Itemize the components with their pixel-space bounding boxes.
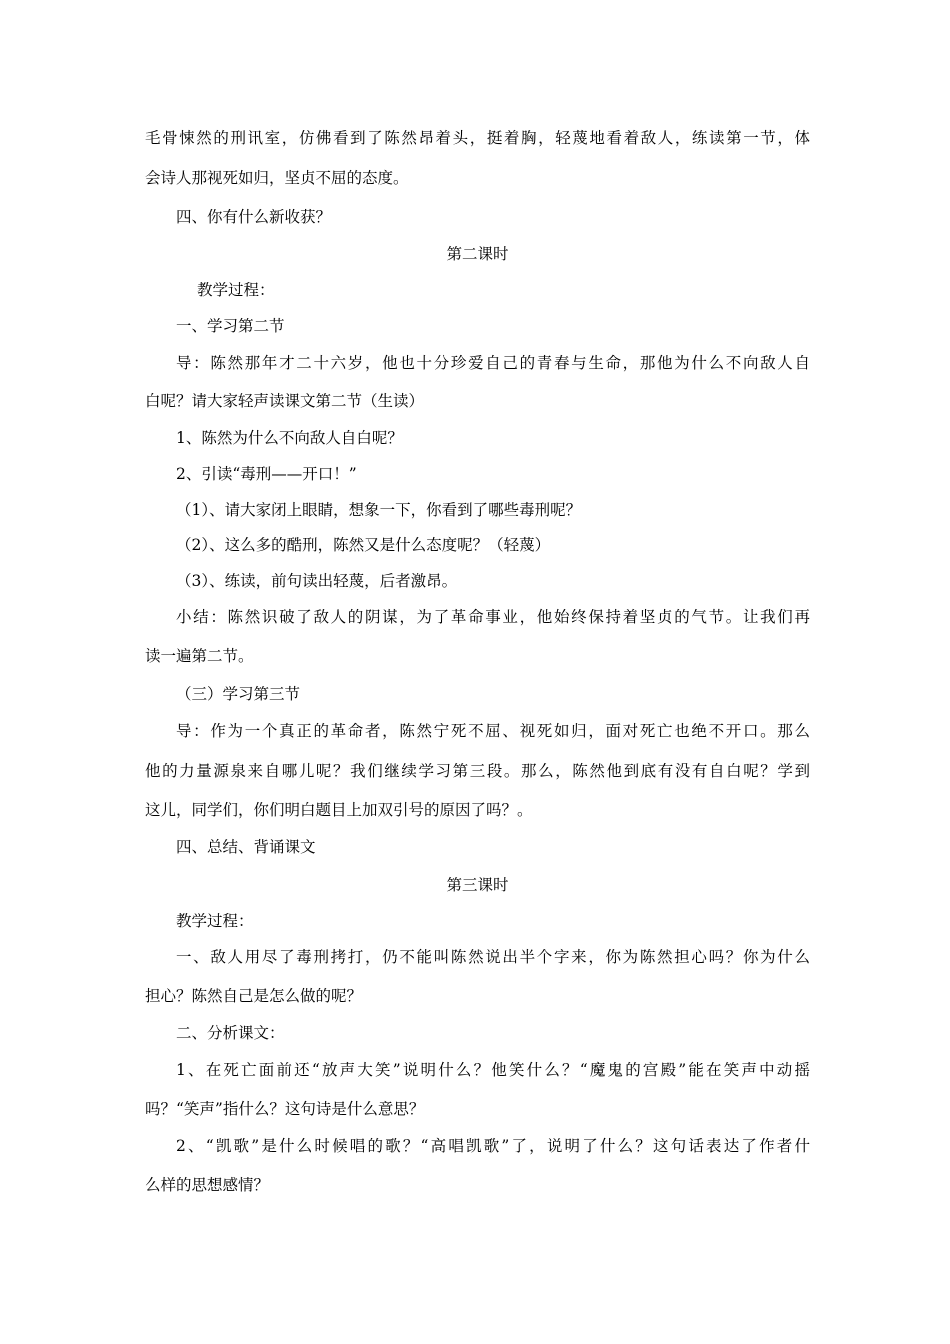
- paragraph-line: 一、敌人用尽了毒刑拷打，仍不能叫陈然说出半个字来，你为陈然担心吗？你为什么: [176, 948, 810, 966]
- paragraph-line: 毛骨悚然的刑讯室，仿佛看到了陈然昂着头，挺着胸，轻蔑地看着敌人，练读第一节，体: [145, 129, 810, 147]
- section-item: （三）学习第三节: [176, 685, 301, 703]
- section-item: 一、学习第二节: [176, 317, 285, 335]
- paragraph-line: 这儿，同学们，你们明白题目上加双引号的原因了吗？。: [145, 801, 533, 819]
- paragraph-line: 小结：陈然识破了敌人的阴谋，为了革命事业，他始终保持着坚贞的气节。让我们再: [176, 608, 810, 626]
- sub-list-item: （3）、练读，前句读出轻蔑，后者激昂。: [176, 572, 458, 590]
- paragraph-line: 1、在死亡面前还“放声大笑”说明什么？他笑什么？“魔鬼的宫殿”能在笑声中动摇: [176, 1061, 810, 1079]
- list-item: 2、引读“毒刑——开口！”: [176, 465, 357, 483]
- paragraph-line: 导：作为一个真正的革命者，陈然宁死不屈、视死如归，面对死亡也绝不开口。那么: [176, 722, 810, 740]
- paragraph-line: 白呢？请大家轻声读课文第二节（生读）: [145, 392, 425, 410]
- paragraph-line: 担心？陈然自己是怎么做的呢？: [145, 987, 363, 1005]
- paragraph-line: 会诗人那视死如归，坚贞不屈的态度。: [145, 169, 409, 187]
- paragraph-line: 导：陈然那年才二十六岁，他也十分珍爱自己的青春与生命，那他为什么不向敌人自: [176, 354, 810, 372]
- paragraph-line: 吗？“笑声”指什么？这句诗是什么意思？: [145, 1100, 425, 1118]
- paragraph-line: 他的力量源泉来自哪儿呢？我们继续学习第三段。那么，陈然他到底有没有自白呢？学到: [145, 762, 810, 780]
- paragraph-line: 么样的思想感情？: [145, 1176, 270, 1194]
- paragraph-line: 2、“凯歌”是什么时候唱的歌？“高唱凯歌”了，说明了什么？这句话表达了作者什: [176, 1137, 810, 1155]
- section-label: 教学过程：: [197, 281, 275, 299]
- section-item: 四、你有什么新收获？: [176, 208, 332, 226]
- section-item: 四、总结、背诵课文: [176, 838, 316, 856]
- section-item: 二、分析课文：: [176, 1024, 285, 1042]
- sub-list-item: （1）、请大家闭上眼睛，想象一下，你看到了哪些毒刑呢？: [176, 501, 582, 519]
- sub-list-item: （2）、这么多的酷刑，陈然又是什么态度呢？（轻蔑）: [176, 536, 551, 554]
- list-item: 1、陈然为什么不向敌人自白呢？: [176, 429, 403, 447]
- lesson-heading: 第三课时: [446, 876, 509, 894]
- section-label: 教学过程：: [176, 912, 254, 930]
- lesson-heading: 第二课时: [446, 245, 509, 263]
- paragraph-line: 读一遍第二节。: [145, 647, 254, 665]
